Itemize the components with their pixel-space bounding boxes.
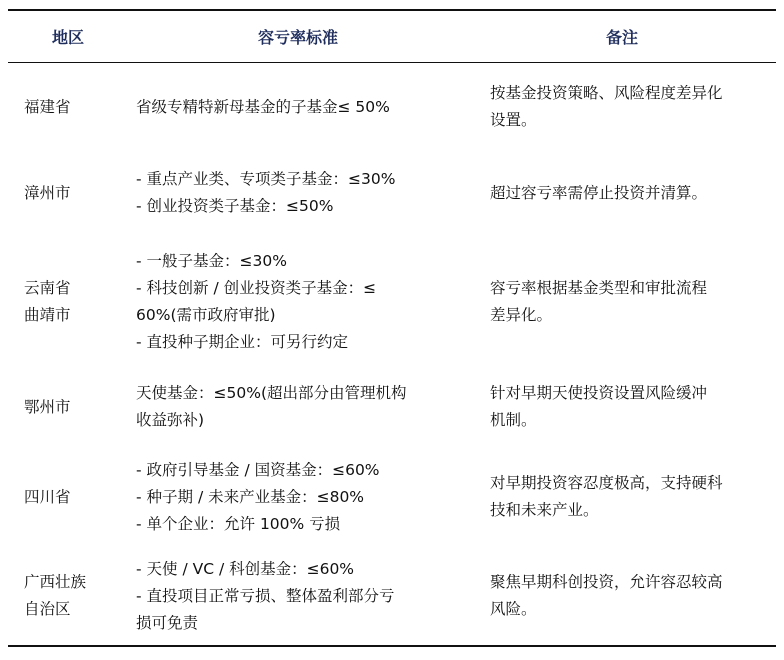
row-region: 广西壮族 自治区 — [24, 573, 87, 618]
row-standard: - 一般子基金：≤30% - 科技创新 / 创业投资类子基金：≤ 60%(需市政府审批) - 直投种子期企业：可另行约定 — [136, 252, 377, 351]
row-remark: 超过容亏率需停止投资并清算。 — [490, 183, 708, 202]
row-standard: - 政府引导基金 / 国资基金：≤60% - 种子期 / 未来产业基金：≤80% - 单个企业：允许 100% 亏损 — [136, 460, 380, 533]
row-remark: 按基金投资策略、风险程度差异化 设置。 — [490, 84, 723, 129]
table-bottom-rule — [8, 645, 776, 647]
header-region: 地区 — [51, 28, 84, 47]
row-region: 四川省 — [24, 487, 71, 506]
row-remark: 聚焦早期科创投资，允许容忍较高 风险。 — [490, 573, 723, 618]
data-table — [8, 9, 776, 649]
row-remark: 针对早期天使投资设置风险缓冲 机制。 — [490, 384, 708, 429]
table-row — [8, 547, 776, 645]
row-remark: 容亏率根据基金类型和审批流程 差异化。 — [490, 279, 708, 324]
row-region: 漳州市 — [24, 183, 71, 202]
row-region: 福建省 — [24, 97, 71, 116]
table-row — [8, 447, 776, 547]
row-standard: - 天使 / VC / 科创基金：≤60% - 直投项目正常亏损、整体盈利部分亏 损可免责 — [136, 559, 395, 632]
table-row — [8, 367, 776, 447]
table-row — [8, 237, 776, 367]
row-standard: - 重点产业类、专项类子基金：≤30% - 创业投资类子基金：≤50% — [136, 170, 396, 215]
header-rule — [8, 62, 776, 63]
table-row — [8, 65, 776, 149]
row-standard: 天使基金：≤50%(超出部分由管理机构 收益弥补) — [136, 384, 407, 429]
table-row — [8, 149, 776, 237]
row-standard: 省级专精特新母基金的子基金≤ 50% — [136, 97, 390, 116]
row-region: 鄂州市 — [24, 397, 71, 416]
header-standard: 容亏率标准 — [257, 28, 338, 47]
row-region: 云南省 曲靖市 — [24, 279, 71, 324]
row-remark: 对早期投资容忍度极高，支持硬科 技和未来产业。 — [490, 474, 723, 519]
header-remark: 备注 — [605, 28, 638, 47]
